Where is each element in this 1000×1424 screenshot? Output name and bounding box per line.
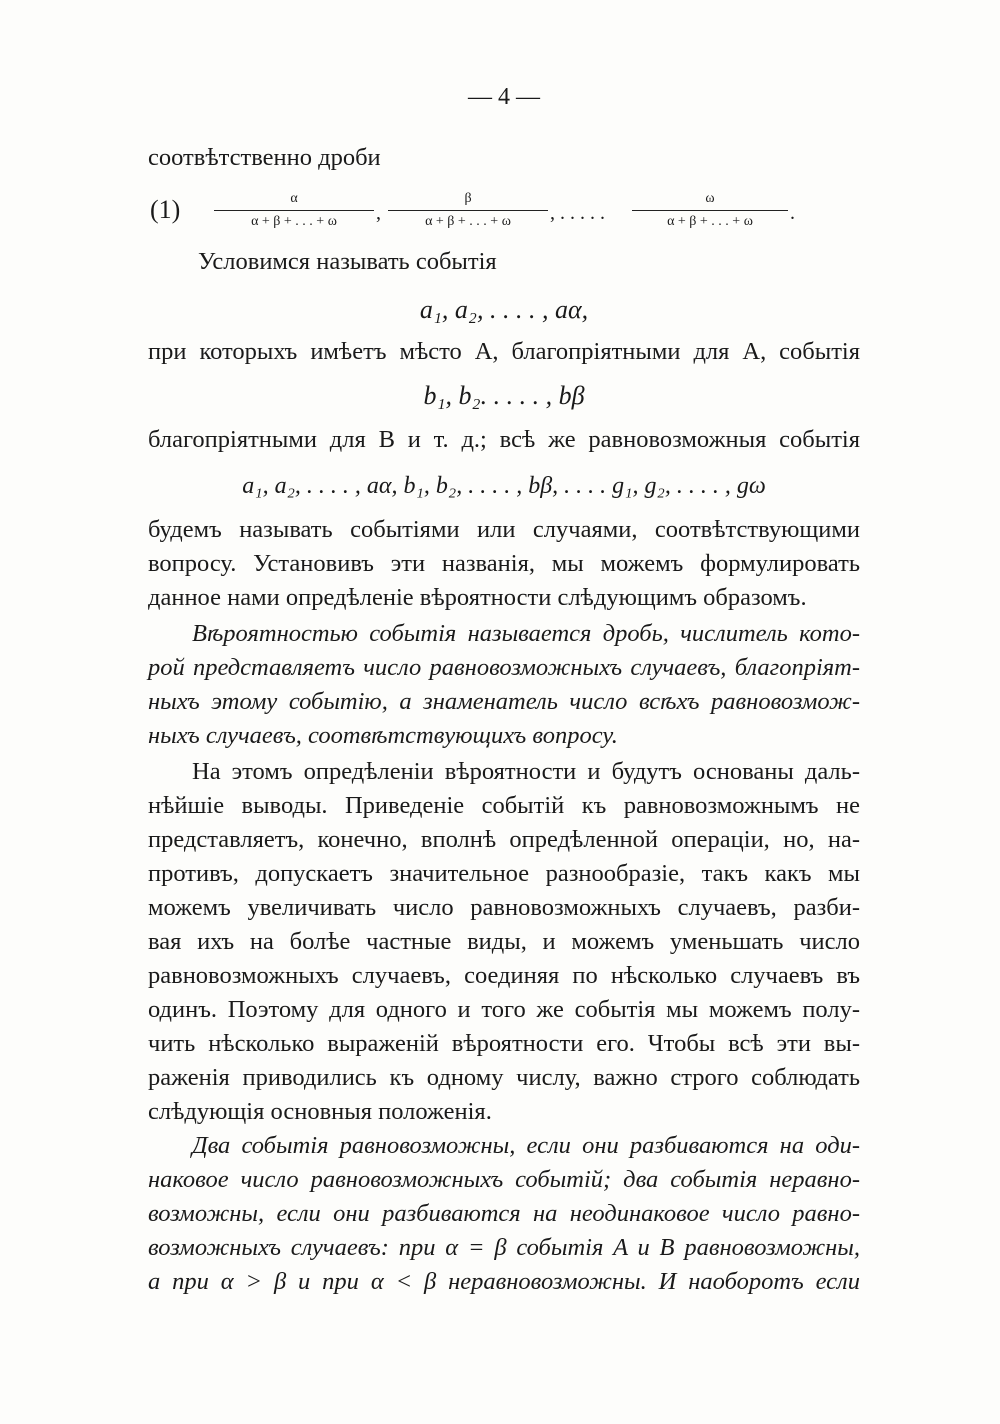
formula-line: b₁, b₂. . . . . , bβ	[423, 381, 585, 410]
book-page	[148, 0, 860, 1424]
text-line: раженія приводились къ одному числу, важно строго соблюдать	[148, 1064, 860, 1091]
definition-line: ныхъ этому событію, а знаменатель число всѣхъ равновозмож-	[148, 688, 860, 715]
intro-line: соотвѣтственно дроби	[148, 144, 381, 171]
fraction-numerator: ω	[705, 191, 715, 206]
definition-line: ныхъ случаевъ, соотвѣтствующихъ вопросу.	[148, 722, 618, 749]
italic-line: Два событія равновозможны, если они разбиваются на оди-	[192, 1132, 860, 1159]
fraction-numerator: β	[464, 191, 472, 206]
definition-line: рой представляетъ число равновозможныхъ случаевъ, благопріят-	[148, 654, 860, 681]
period: .	[790, 202, 795, 224]
text-line: чить нѣсколько выраженій вѣроятности его. Чтобы всѣ эти вы-	[148, 1030, 860, 1057]
fraction-denominator: α + β + . . . + ω	[214, 210, 374, 231]
fraction-denominator: α + β + . . . + ω	[388, 210, 548, 231]
italic-line: возможныхъ случаевъ: при α = β событія A и B равновозможны,	[148, 1234, 860, 1261]
text-line: Условимся называть событія	[198, 248, 497, 275]
fraction-numerator: α	[290, 191, 298, 206]
text-line: равновозможныхъ случаевъ, соединяя по нѣсколько случаевъ въ	[148, 962, 860, 989]
ellipsis-separator: , . . . . .	[550, 202, 605, 224]
text-line: благопріятными для B и т. д.; всѣ же равновозможныя событія	[148, 426, 860, 453]
fraction-denominator: α + β + . . . + ω	[632, 210, 788, 231]
formula-line: a₁, a₂, . . . . , aα,	[419, 295, 589, 324]
text-line: будемъ называть событіями или случаями, соотвѣтствующими	[148, 516, 860, 543]
text-line: представляетъ, конечно, вполнѣ опредѣленной операціи, но, на-	[148, 826, 860, 853]
text-line: одинъ. Поэтому для одного и того же событія мы можемъ полу-	[148, 996, 860, 1023]
fraction-alpha	[214, 190, 374, 231]
page-number: — 4 —	[468, 84, 540, 110]
text-line: слѣдующія основныя положенія.	[148, 1098, 492, 1125]
italic-line: а при α > β и при α < β неравновозможны. И наоборотъ если	[148, 1268, 860, 1295]
text-line: противъ, допускаетъ значительное разнообразіе, такъ какъ мы	[148, 860, 860, 887]
italic-line: наковое число равновозможныхъ событій; два событія неравно-	[148, 1166, 860, 1193]
text-line: нѣйшіе выводы. Приведеніе событій къ равновозможнымъ не	[148, 792, 860, 819]
equation-label: (1)	[150, 195, 181, 224]
text-line: вопросу. Установивъ эти названія, мы можемъ формулировать	[148, 550, 860, 577]
comma-separator: ,	[376, 202, 381, 224]
italic-line: возможны, если они разбиваются на неодинаковое число равно-	[148, 1200, 860, 1227]
definition-line: Вѣроятностью событія называется дробь, числитель кото-	[192, 620, 860, 647]
text-line: На этомъ опредѣленіи вѣроятности и будутъ основаны даль-	[192, 758, 860, 785]
fraction-beta	[388, 190, 548, 231]
text-line: при которыхъ имѣетъ мѣсто A, благопріятными для A, событія	[148, 338, 860, 365]
equation-1	[148, 190, 860, 238]
formula-line: a₁, a₂, . . . . , aα, b₁, b₂, . . . . , bβ, . . . . g₁, g₂, . . . . , gω	[242, 473, 766, 499]
fraction-omega	[632, 190, 788, 231]
text-line: данное нами опредѣленіе вѣроятности слѣдующимъ образомъ.	[148, 584, 807, 611]
text-line: можемъ увеличивать число равновозможныхъ случаевъ, разби-	[148, 894, 860, 921]
text-line: вая ихъ на болѣе частные виды, и можемъ уменьшать число	[148, 928, 860, 955]
